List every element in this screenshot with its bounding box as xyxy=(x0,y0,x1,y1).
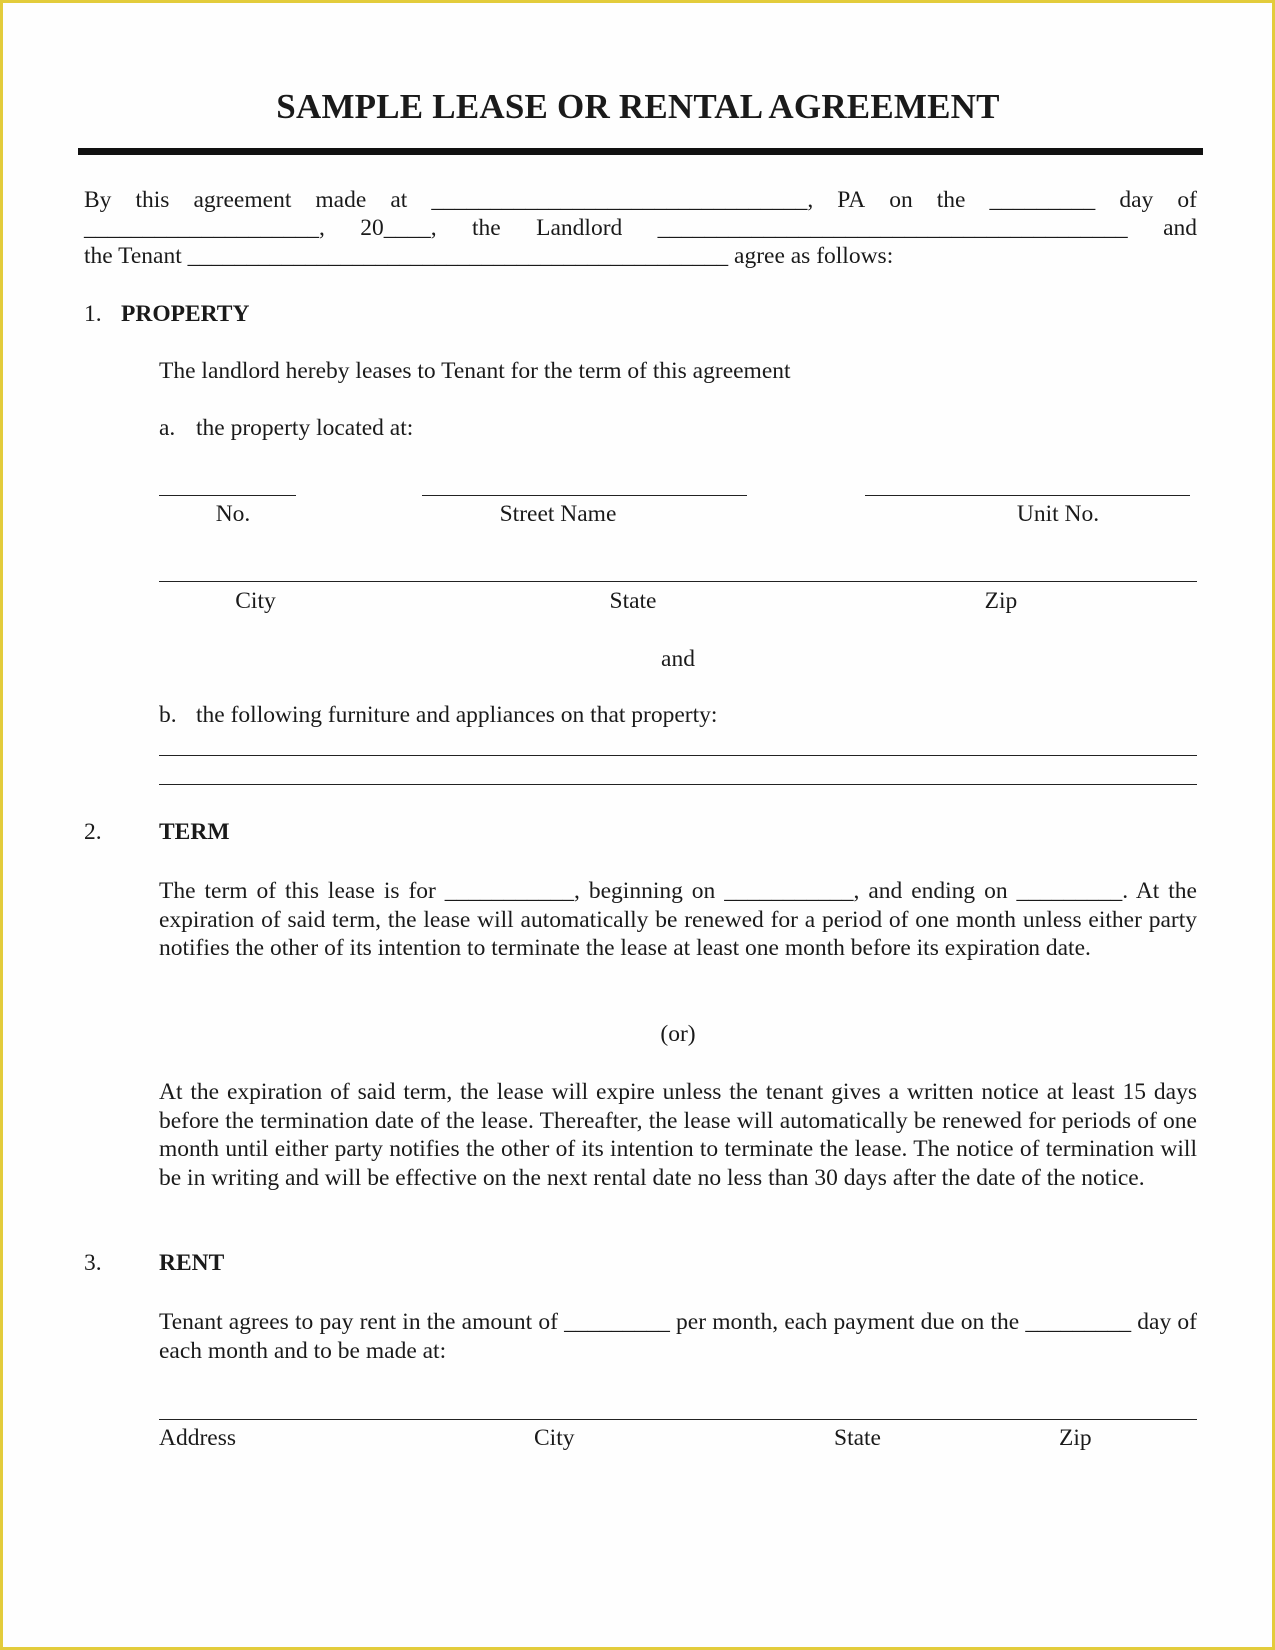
item-b-text: the following furniture and appliances on that property: xyxy=(196,702,718,728)
intro-word: Landlord xyxy=(536,215,623,241)
intro-word: the xyxy=(936,187,966,213)
zip-label: Zip xyxy=(984,588,1018,614)
furniture-line-2[interactable] xyxy=(159,784,1197,785)
item-a-text: the property located at: xyxy=(196,415,414,441)
payment-address-field[interactable] xyxy=(159,1419,1197,1420)
street-name-field[interactable] xyxy=(422,495,747,496)
address-label: Address xyxy=(159,1425,237,1451)
intro-word: By xyxy=(84,187,112,213)
item-a-marker: a. xyxy=(159,415,176,441)
rent-state-label: State xyxy=(834,1425,881,1451)
intro-line-1 xyxy=(84,186,1197,214)
location-blank[interactable]: ________________________________, xyxy=(431,187,814,213)
city-label: City xyxy=(235,588,276,614)
intro-line-2 xyxy=(84,214,1197,242)
intro-word: agreement xyxy=(193,187,292,213)
landlord-blank[interactable]: ________________________________________ xyxy=(657,215,1128,241)
year-blank[interactable]: 20____, xyxy=(360,215,437,241)
section-3-heading: RENT xyxy=(159,1250,225,1276)
property-lead-text: The landlord hereby leases to Tenant for the term of this agreement xyxy=(159,358,791,384)
rent-paragraph: Tenant agrees to pay rent in the amount of _________ per month, each payment due on the _________ day of each month and to be made at: xyxy=(159,1309,1197,1364)
term-paragraph: The term of this lease is for ___________, beginning on ___________, and ending on _________. At the expiration of said term, the lease will automatically be renewed for a period of one month unless either party notifies the other of its intention to terminate the lease at least one month before its expiration date. xyxy=(159,878,1197,962)
section-3-number: 3. xyxy=(84,1250,102,1276)
title-rule xyxy=(78,148,1203,155)
no-label: No. xyxy=(215,501,251,527)
and-connector: and xyxy=(661,646,695,672)
rent-city-label: City xyxy=(534,1425,575,1451)
intro-word: the xyxy=(472,215,501,241)
unit-number-field[interactable] xyxy=(865,495,1190,496)
unit-no-label: Unit No. xyxy=(1016,501,1100,527)
intro-word: at xyxy=(390,187,408,213)
intro-word: day xyxy=(1119,187,1154,213)
item-b-marker: b. xyxy=(159,702,177,728)
auto-renewal-paragraph: At the expiration of said term, the lease will expire unless the tenant gives a written notice at least 15 days before the termination date of the lease. Thereafter, the lease will automatically be renewed for periods of one month until either party notifies the other of its intention to terminate the lease. The notice of termination will be in writing and will be effective on the next rental date no less than 30 days after the date of the notice. xyxy=(159,1079,1197,1192)
intro-word: this xyxy=(135,187,170,213)
section-2-heading: TERM xyxy=(159,819,230,845)
intro-line-3: the Tenant ______________________________________________ agree as follows: xyxy=(84,243,894,269)
day-blank[interactable]: _________ xyxy=(989,187,1096,213)
rent-zip-label: Zip xyxy=(1059,1425,1092,1451)
intro-word: PA xyxy=(837,187,866,213)
intro-word: made xyxy=(315,187,367,213)
intro-word: on xyxy=(889,187,913,213)
intro-word: of xyxy=(1177,187,1197,213)
street-name-label: Street Name xyxy=(499,501,617,527)
city-state-zip-field[interactable] xyxy=(159,581,1197,582)
furniture-line-1[interactable] xyxy=(159,755,1197,756)
section-1-heading: PROPERTY xyxy=(121,301,250,327)
state-label: State xyxy=(609,588,657,614)
document-title: SAMPLE LEASE OR RENTAL AGREEMENT xyxy=(276,87,1000,126)
section-2-number: 2. xyxy=(84,819,102,845)
month-blank[interactable]: ____________________, xyxy=(84,215,325,241)
address-number-field[interactable] xyxy=(159,495,296,496)
section-1-number: 1. xyxy=(84,301,102,327)
intro-word: and xyxy=(1163,215,1197,241)
or-separator: (or) xyxy=(660,1021,696,1047)
